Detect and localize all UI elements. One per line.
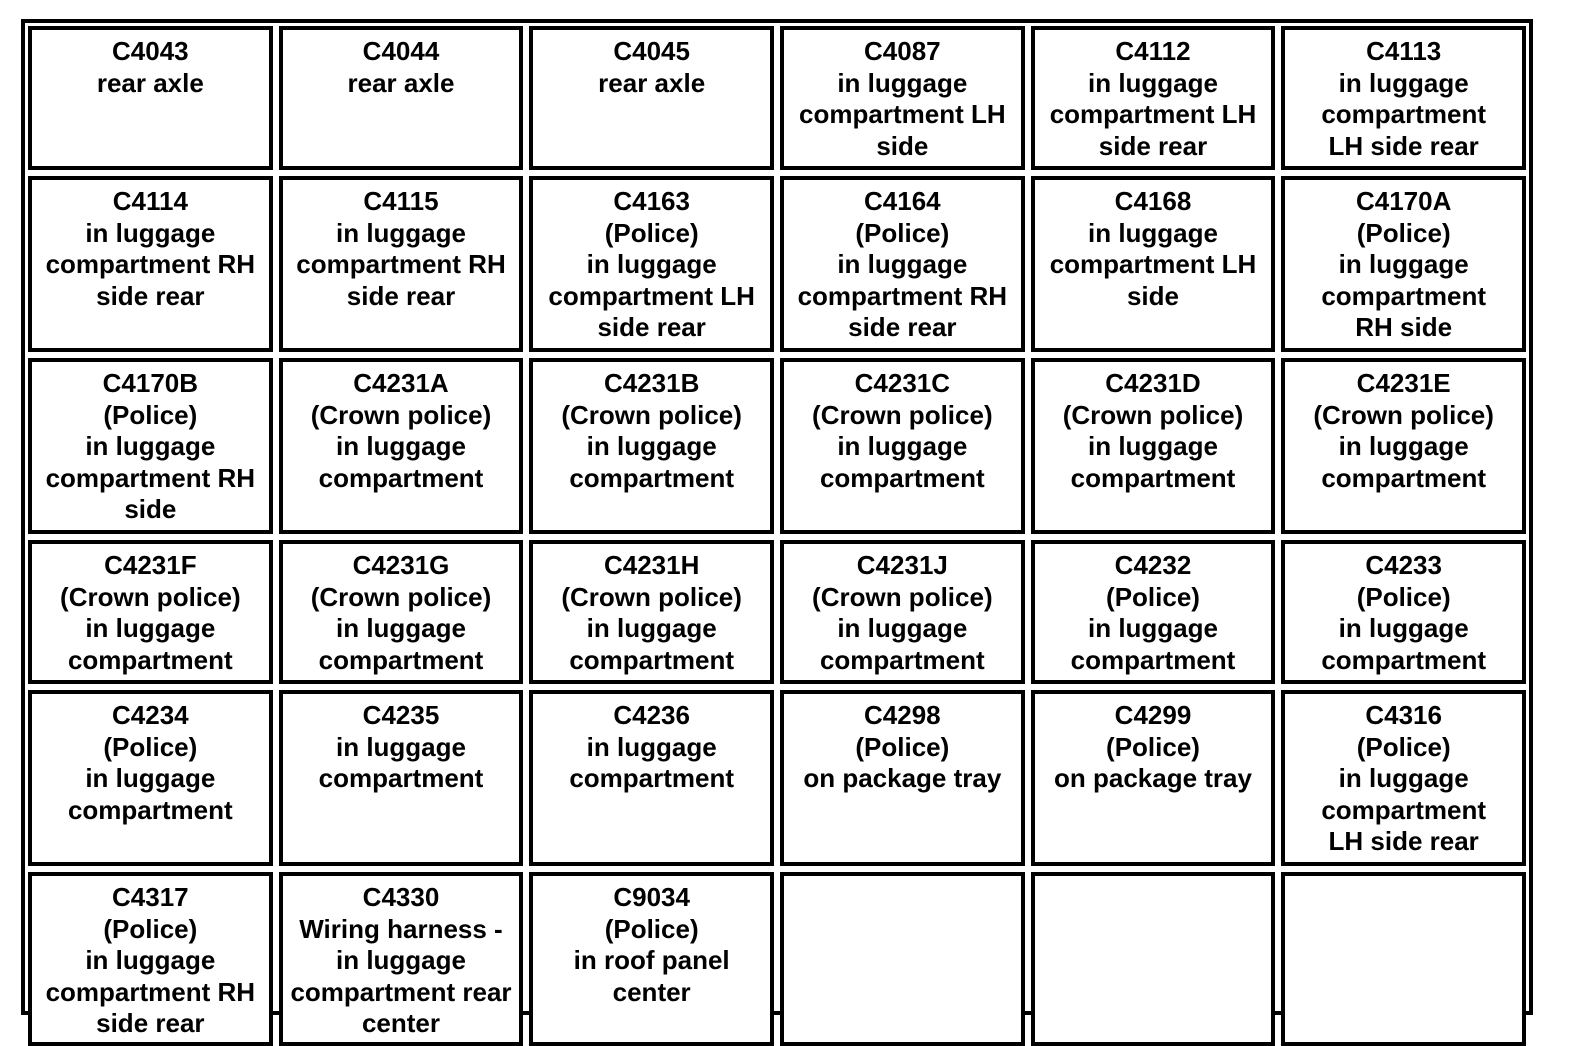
connector-location-text: in luggage [85,945,216,975]
table-cell [780,26,1025,170]
table-cell [529,176,774,352]
connector-location-text: compartment [1321,644,1487,675]
connector-location-text: in luggage [1338,67,1469,98]
connector-location-text: in luggage [335,731,466,762]
connector-location-text: (Police) [1106,581,1200,612]
table-cell [279,540,524,684]
connector-location-text: side rear [1098,130,1208,161]
table-cell [1281,176,1526,352]
connector-location-text: compartment [569,644,735,675]
connector-code: C4317 [112,882,189,912]
connector-code: C4236 [613,700,690,730]
connector-location-text: side rear [96,280,205,311]
table-cell [1031,358,1276,534]
connector-code: C4235 [362,700,440,730]
connector-location-text: (Police) [604,217,699,248]
connector-location-text: in luggage [586,431,717,461]
connector-location-text: side rear [96,1008,205,1038]
connector-code: C4045 [613,36,690,66]
connector-location-text: (Crown police) [812,581,993,612]
connector-location-text: (Police) [855,217,950,248]
connector-location-text: (Crown police) [60,581,241,612]
connector-location-text: in luggage [1338,763,1469,793]
table-cell [279,358,524,534]
table-cell [1281,540,1526,684]
connector-location-text: in luggage [586,731,717,762]
connector-location-text: in luggage [1338,431,1469,461]
connector-location-text: compartment [569,462,735,493]
connector-code: C4231F [104,550,197,580]
connector-location-text: compartment LH [548,280,755,311]
connector-location-text: in luggage [1338,249,1469,279]
connector-location-text: LH side rear [1328,826,1479,856]
connector-location-text: compartment [1070,644,1236,675]
connector-code: C4231A [353,368,449,398]
table-cell [780,176,1025,352]
table-cell [279,26,524,170]
connector-location-text: compartment [67,794,233,825]
connector-location-text: compartment [318,644,484,675]
connector-code: C4043 [112,36,189,66]
table-cell [529,872,774,1046]
connector-location-text: compartment [318,763,484,793]
connector-location-text: compartment RH [45,462,256,493]
connector-code: C4298 [864,700,941,730]
connector-code: C4170A [1355,186,1452,216]
connector-location-text: in luggage [837,67,968,98]
connector-location-text: compartment [1321,794,1487,825]
connector-location-text: (Police) [1356,217,1451,248]
connector-location-text: (Police) [855,731,950,762]
connector-location-table [21,19,1533,1038]
connector-location-text: (Police) [604,913,699,944]
connector-location-text: RH side [1355,312,1453,342]
connector-location-text: compartment LH [799,99,1006,129]
connector-location-text: (Police) [1356,581,1451,612]
connector-code: C4163 [613,186,690,216]
connector-location-text: compartment [67,644,233,675]
connector-location-text: in luggage [837,249,968,279]
connector-code: C4233 [1365,550,1442,580]
table-cell [1031,540,1276,684]
connector-code: C4168 [1114,186,1192,216]
connector-location-text: (Crown police) [1062,399,1244,430]
connector-location-text: (Crown police) [310,581,492,612]
table-cell [529,690,774,866]
connector-code: C4231G [352,550,450,580]
connector-code: C4115 [363,186,439,216]
connector-code: C4170B [102,368,199,398]
connector-location-text: compartment [1321,462,1487,493]
connector-location-text: in luggage [1338,613,1469,643]
table-cell [529,540,774,684]
connector-location-text: in luggage [837,431,968,461]
table-cell [279,872,524,1046]
connector-code: C4232 [1114,550,1192,580]
table-cell [1281,358,1526,534]
connector-code: C4316 [1365,700,1442,730]
connector-location-text: side rear [346,280,456,311]
connector-code: C4299 [1114,700,1192,730]
connector-location-text: (Police) [1106,731,1200,762]
connector-code: C4164 [864,186,941,216]
connector-location-text: on package tray [1054,763,1252,793]
table-cell [28,872,273,1046]
connector-location-text: rear axle [96,67,204,98]
table-cell [28,358,273,534]
connector-code: C4044 [362,36,440,66]
connector-location-text: compartment [819,644,985,675]
table-cell [279,690,524,866]
connector-code: C4330 [362,882,440,912]
table-cell [279,176,524,352]
table-cell [28,540,273,684]
connector-location-text: compartment RH [797,280,1008,311]
connector-location-text: (Police) [103,731,198,762]
connector-location-text: compartment RH [45,976,256,1007]
connector-location-text: (Crown police) [1313,399,1494,430]
table-cell [1031,26,1276,170]
empty-table-cell [1281,872,1526,1046]
connector-location-text: compartment RH [296,249,506,279]
connector-code: C4234 [112,700,189,730]
connector-location-text: in luggage [837,613,968,643]
connector-location-text: center [361,1008,441,1038]
connector-location-text: in luggage [85,217,216,248]
table-cell [529,26,774,170]
connector-location-text: side [876,130,929,161]
table-cell [28,26,273,170]
connector-location-text: in luggage [85,613,216,643]
connector-code: C4231E [1356,368,1451,398]
table-cell [1031,176,1276,352]
connector-location-text: Wiring harness - [299,913,503,944]
connector-location-text: side [1126,280,1179,311]
connector-location-text: in luggage [1087,431,1218,461]
connector-code: C4231C [854,368,951,398]
table-cell [780,358,1025,534]
connector-location-text: compartment [1321,99,1487,129]
connector-location-text: compartment [1321,280,1487,311]
connector-location-text: side [124,494,177,524]
table-cell [1031,690,1276,866]
connector-location-text: in luggage [335,945,466,975]
connector-location-text: (Crown police) [812,399,993,430]
connector-code: C4112 [1115,36,1191,66]
empty-table-cell [1031,872,1276,1046]
connector-location-text: in luggage [85,763,216,793]
connector-location-text: compartment RH [45,249,256,279]
connector-location-text: compartment [318,462,484,493]
connector-code: C4231B [603,368,700,398]
connector-location-text: in luggage [586,613,717,643]
connector-location-text: center [612,976,691,1007]
connector-code: C4087 [864,36,941,66]
table-cell [28,690,273,866]
table-cell [1281,690,1526,866]
connector-location-text: (Police) [103,399,198,430]
empty-table-cell [780,872,1025,1046]
connector-code: C9034 [613,882,690,912]
connector-location-text: (Crown police) [561,581,742,612]
connector-location-text: (Crown police) [561,399,742,430]
connector-location-text: in luggage [335,431,466,461]
connector-location-text: (Crown police) [310,399,492,430]
connector-location-text: compartment LH [1049,249,1257,279]
connector-code: C4231D [1105,368,1201,398]
connector-code: C4113 [1366,36,1442,66]
connector-location-text: side rear [597,312,706,342]
connector-location-text: LH side rear [1328,130,1479,161]
connector-location-text: in luggage [1087,217,1218,248]
connector-location-text: compartment LH [1049,99,1257,129]
connector-location-text: rear axle [598,67,706,98]
table-cell [529,358,774,534]
connector-code: C4231J [856,550,948,580]
connector-location-text: compartment rear [290,976,512,1007]
connector-code: C4231H [603,550,700,580]
connector-location-text: in luggage [586,249,717,279]
connector-location-text: compartment [1070,462,1236,493]
table-cell [28,176,273,352]
table-cell [780,690,1025,866]
connector-location-text: rear axle [347,67,455,98]
connector-location-text: in roof panel [573,945,730,975]
connector-code: C4114 [112,186,188,216]
connector-location-text: in luggage [85,431,216,461]
connector-location-text: in luggage [1087,67,1218,98]
connector-location-text: on package tray [803,763,1002,793]
connector-location-text: in luggage [335,613,466,643]
connector-location-text: (Police) [1356,731,1451,762]
connector-location-text: in luggage [1087,613,1218,643]
table-cell [1281,26,1526,170]
connector-location-text: in luggage [335,217,466,248]
connector-location-text: (Police) [103,913,198,944]
connector-location-text: side rear [848,312,957,342]
connector-location-text: compartment [569,763,735,793]
table-cell [780,540,1025,684]
connector-location-text: compartment [819,462,985,493]
